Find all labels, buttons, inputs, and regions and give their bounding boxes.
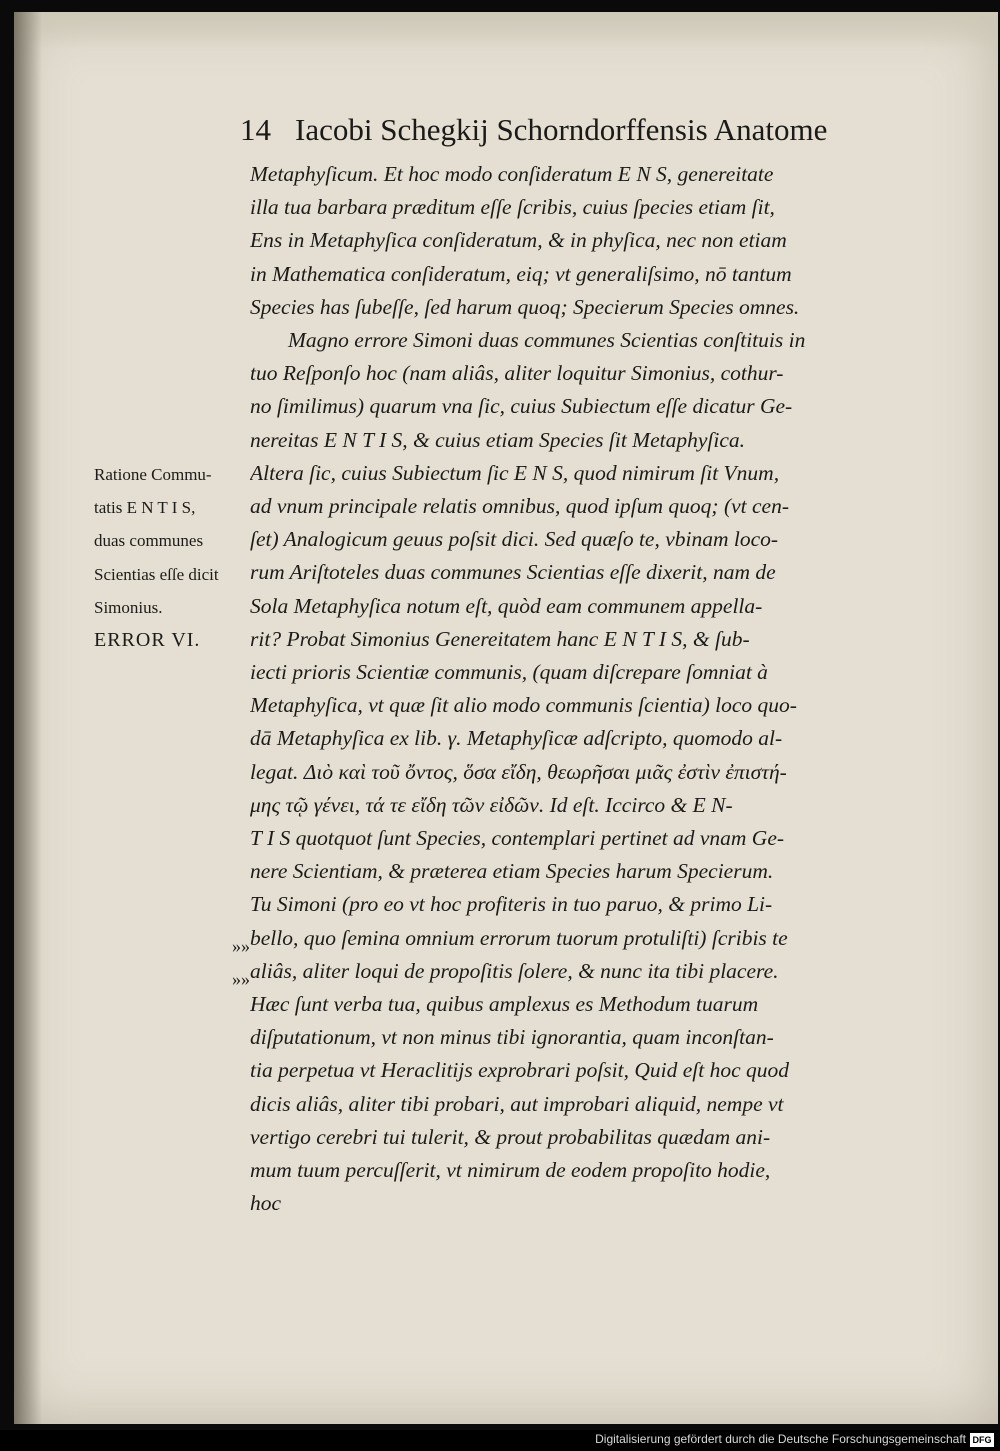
text-line: nere Scientiam, & præterea etiam Species harum Specierum.: [250, 859, 774, 884]
text-line: T I S quotquot ſunt Species, contemplari pertinet ad vnam Ge-: [250, 826, 785, 851]
quote-mark: »»: [232, 936, 250, 956]
funding-credit: Digitalisierung gefördert durch die Deutsche Forschungsgemeinschaft: [595, 1432, 966, 1446]
running-header: [240, 112, 960, 148]
text-line: Metaphyſica, vt quæ ſit alio modo communis ſcientia) loco quo-: [250, 693, 797, 718]
text-line: Metaphyſicum. Et hoc modo conſideratum E N S, genereitate: [250, 162, 774, 186]
text-line: Species has ſubeſſe, ſed harum quoq; Specierum Species omnes.: [250, 294, 800, 319]
text-line: hoc: [250, 1191, 282, 1216]
text-line: ſet) Analogicum geuus poſsit dici. Sed quæſo te, vbinam loco-: [250, 527, 779, 552]
text-line: dā Metaphyſica ex lib. γ. Metaphyſicæ adſcripto, quomodo al-: [250, 726, 783, 751]
text-line: tia perpetua vt Heraclitijs exprobrari poſsit, Quid eſt hoc quod: [250, 1058, 790, 1083]
page-gutter-shadow: [14, 12, 42, 1424]
quote-mark: »»: [232, 969, 250, 990]
marginal-line: duas communes: [94, 531, 204, 551]
body-text: [250, 158, 930, 1221]
page-edge-shading: [14, 12, 998, 48]
text-line: diſputationum, vt non minus tibi ignorantia, quam inconſtan-: [250, 1025, 774, 1050]
page-number: 14: [240, 112, 271, 147]
text-line: Tu Simoni (pro eo vt hoc profiteris in tuo paruo, & primo Li-: [250, 892, 773, 917]
text-line: bello, quo ſemina omnium errorum tuorum protuliſti) ſcribis te: [250, 925, 788, 950]
text-line: no ſimilimus) quarum vna ſic, cuius Subiectum eſſe dicatur Ge-: [250, 394, 793, 419]
footer-bar: [0, 1430, 1000, 1451]
text-line: Magno errore Simoni duas communes Scientias conſtituis in: [288, 328, 806, 353]
text-line: rum Ariſtoteles duas communes Scientias eſſe dixerit, nam de: [250, 560, 776, 585]
text-line: μης τῷ γένει, τά τε εἴδη τῶν εἰδῶν. Id eſt. Iccirco & E N-: [250, 792, 733, 817]
text-line: ad vnum principale relatis omnibus, quod ipſum quoq; (vt cen-: [250, 494, 790, 519]
text-line: iecti prioris Scientiæ communis, (quam diſcrepare ſomniat à: [250, 660, 768, 685]
text-line: mum tuum percuſſerit, vt nimirum de eodem propoſito hodie,: [250, 1158, 771, 1183]
marginal-line: Ratione Commu-: [94, 465, 212, 484]
text-line: aliâs, aliter loqui de propoſitis ſolere, & nunc ita tibi placere.: [250, 958, 779, 983]
text-line: nereitas E N T I S, & cuius etiam Species ſit Metaphyſica.: [250, 427, 746, 452]
error-label: ERROR VI.: [94, 629, 201, 652]
quotation-marks: [232, 930, 252, 996]
text-line: rit? Probat Simonius Genereitatem hanc E N T I S, & ſub-: [250, 626, 750, 651]
text-line: Sola Metaphyſica notum eſt, quòd eam communem appella-: [250, 593, 763, 618]
text-line: dicis aliâs, aliter tibi probari, aut improbari aliquid, nempe vt: [250, 1091, 784, 1116]
text-line: Hæc ſunt verba tua, quibus amplexus es Methodum tuarum: [250, 992, 759, 1017]
dfg-logo: DFG: [970, 1433, 994, 1447]
text-line: legat. Διὸ καὶ τοῦ ὄντος, ὅσα εἴδη, θεωρῆσαι μιᾶς ἐστὶν ἐπιστή-: [250, 759, 787, 784]
text-line: illa tua barbara præditum eſſe ſcribis, cuius ſpecies etiam ſit,: [250, 195, 775, 220]
text-line: in Mathematica conſideratum, eiq; vt generaliſsimo, nō tantum: [250, 261, 792, 286]
text-line: Ens in Metaphyſica conſideratum, & in phyſica, nec non etiam: [250, 228, 787, 253]
marginal-line: Simonius.: [94, 597, 163, 617]
text-line: vertigo cerebri tui tulerit, & prout probabilitas quædam ani-: [250, 1124, 771, 1149]
running-title: Iacobi Schegkij Schorndorffensis Anatome: [295, 112, 828, 147]
marginal-line: tatis E N T I S,: [94, 498, 196, 518]
marginal-note: [94, 458, 264, 657]
text-line: Altera ſic, cuius Subiectum ſic E N S, quod nimirum ſit Vnum,: [250, 460, 780, 485]
marginal-line: Scientias eſſe dicit: [94, 564, 219, 584]
text-line: tuo Reſponſo hoc (nam aliâs, aliter loquitur Simonius, cothur-: [250, 361, 784, 386]
